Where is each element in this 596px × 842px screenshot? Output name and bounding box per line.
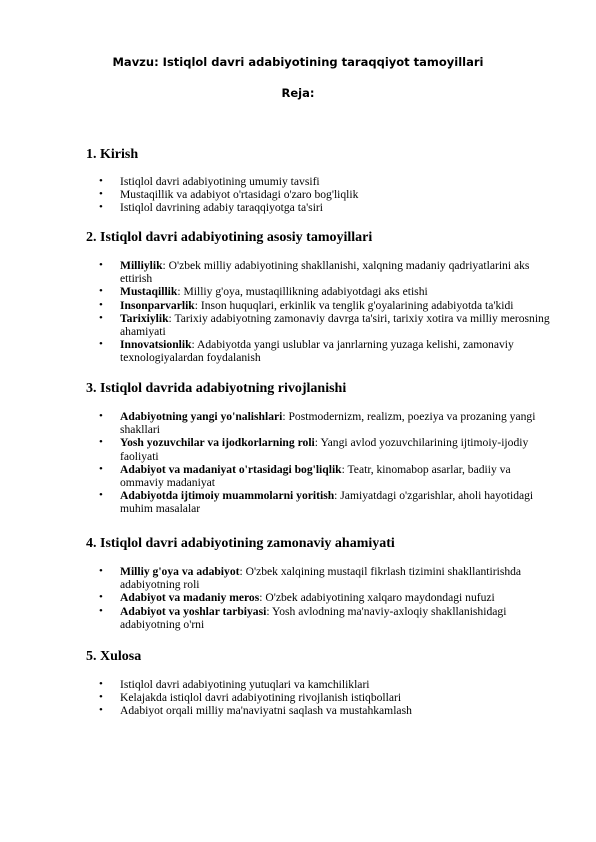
list-item: • Milliylik: O'zbek milliy adabiyotining shakllanishi, xalqning madaniy qadriyatlarini aks ettirish — [99, 259, 530, 286]
bullet-list — [86, 678, 556, 718]
bullet-list — [86, 410, 556, 516]
bullet-icon: • — [99, 604, 103, 617]
section-heading: 3. Istiqlol davrida adabiyotning rivojlanishi — [86, 381, 347, 396]
bullet-icon: • — [99, 436, 103, 449]
list-item: • Mustaqillik: Milliy g'oya, mustaqillikning adabiyotdagi aks etishi — [99, 285, 428, 299]
bullet-icon: • — [99, 338, 103, 351]
bullet-icon: • — [99, 591, 103, 604]
bullet-icon: • — [99, 462, 103, 475]
list-item: • Milliy g'oya va adabiyot: O'zbek xalqining mustaqil fikrlash tizimini shakllantirishda adabiyotning roli — [99, 565, 522, 592]
bullet-icon: • — [99, 298, 103, 311]
bullet-icon: • — [99, 311, 103, 324]
page-title: Mavzu: Istiqlol davri adabiyotining taraqqiyot tamoyillari — [112, 55, 484, 69]
list-item: • Adabiyot va madaniyat o'rtasidagi bog'liqlik: Teatr, kinomabop asarlar, badiiy va ommaviy madaniyat — [99, 462, 511, 490]
list-item: • Istiqlol davri adabiyotining yutuqlari va kamchiliklari — [99, 678, 370, 691]
section-significance — [86, 535, 556, 631]
section-development — [86, 380, 556, 516]
bullet-icon: • — [99, 410, 103, 422]
section-introduction — [86, 146, 556, 215]
section-conclusion — [86, 648, 556, 718]
bullet-list — [86, 565, 556, 631]
bullet-icon: • — [99, 704, 103, 717]
section-heading: 2. Istiqlol davri adabiyotining asosiy tamoyillari — [86, 230, 373, 245]
bullet-icon: • — [99, 259, 103, 271]
list-item: • Kelajakda istiqlol davri adabiyotining rivojlanish istiqbollari — [99, 691, 402, 705]
section-heading: 1. Kirish — [86, 147, 139, 162]
bullet-list — [86, 259, 556, 365]
list-item: • Adabiyot orqali milliy ma'naviyatni saqlash va mustahkamlash — [99, 704, 412, 718]
list-item: • Istiqlol davrining adabiy taraqqiyotga ta'siri — [99, 201, 323, 215]
list-item: • Adabiyot va yoshlar tarbiyasi: Yosh avlodning ma'naviy-axloqiy shakllanishidagi adabiyotning o'rni — [99, 604, 507, 631]
list-item: • Adabiyot va madaniy meros: O'zbek adabiyotining xalqaro maydondagi nufuzi — [99, 591, 495, 605]
plan-label: Reja: — [281, 86, 315, 100]
bullet-icon: • — [99, 565, 103, 577]
list-item: • Istiqlol davri adabiyotining umumiy tavsifi — [99, 175, 320, 188]
bullet-list — [86, 175, 556, 215]
bullet-icon: • — [99, 285, 103, 298]
bullet-icon: • — [99, 175, 103, 187]
section-heading: 5. Xulosa — [86, 649, 142, 664]
list-item: • Mustaqillik va adabiyot o'rtasidagi o'zaro bog'liqlik — [99, 188, 359, 202]
bullet-icon: • — [99, 188, 103, 201]
list-item: • Adabiyotda ijtimoiy muammolarni yoritish: Jamiyatdagi o'zgarishlar, aholi hayotidagi muhim masalalar — [99, 489, 534, 516]
bullet-icon: • — [99, 489, 103, 502]
bullet-icon: • — [99, 678, 103, 690]
list-item: • Tarixiylik: Tarixiy adabiyotning zamonaviy davrga ta'siri, tarixiy xotira va milliy merosning ahamiyati — [99, 311, 550, 339]
list-item: • Adabiyotning yangi yo'nalishlari: Postmodernizm, realizm, poeziya va prozaning yangi shakllari — [99, 410, 536, 437]
section-principles — [86, 229, 556, 365]
list-item: • Yosh yozuvchilar va ijodkorlarning roli: Yangi avlod yozuvchilarining ijtimoiy-ijodiy faoliyati — [99, 436, 529, 463]
bullet-icon: • — [99, 691, 103, 704]
section-heading: 4. Istiqlol davri adabiyotining zamonaviy ahamiyati — [86, 536, 395, 551]
bullet-icon: • — [99, 201, 103, 214]
list-item: • Innovatsionlik: Adabiyotda yangi uslublar va janrlarning yuzaga kelishi, zamonaviy texnologiyalardan foydalanish — [99, 338, 514, 365]
list-item: • Insonparvarlik: Inson huquqlari, erkinlik va tenglik g'oyalarining adabiyotda ta'kidi — [99, 298, 514, 312]
